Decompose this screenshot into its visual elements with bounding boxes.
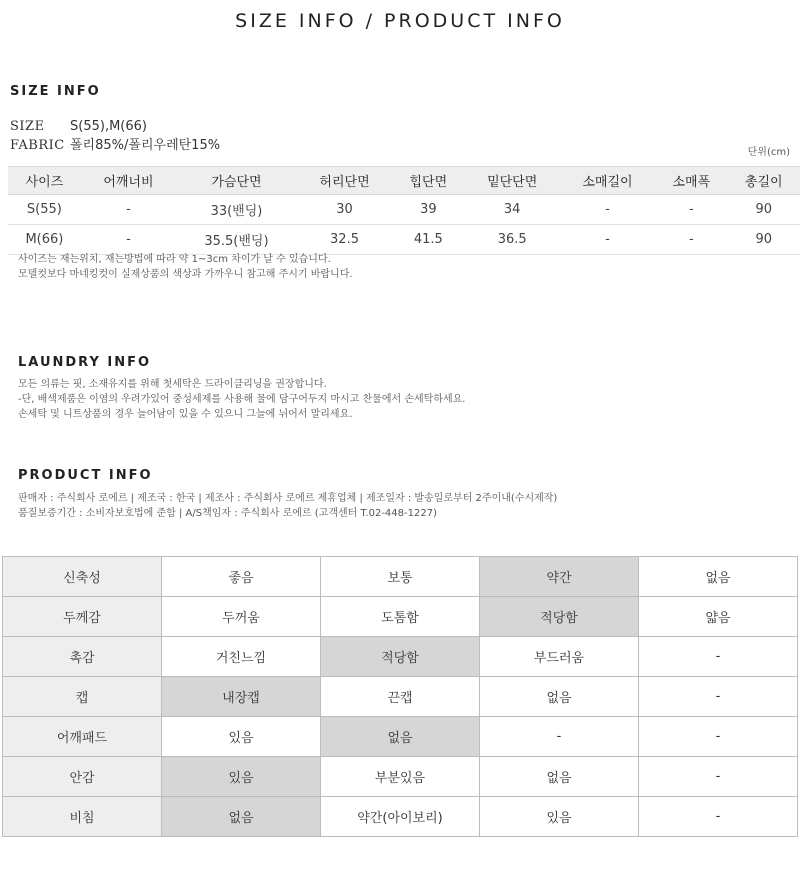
fabric-row-label: 안감 [3,757,162,797]
table-cell: 32.5 [297,225,392,255]
laundry-line: 손세탁 및 니트상품의 경우 늘어남이 있을 수 있으니 그늘에 뉘어서 말리세요. [18,409,353,420]
fabric-option-selected: 적당함 [480,597,639,637]
fabric-option: - [639,757,798,797]
fabric-row [3,557,798,597]
size-label: SIZE [10,119,45,134]
fabric-row-label: 촉감 [3,637,162,677]
table-row [8,195,800,225]
fabric-option: - [639,717,798,757]
product-line: 품질보증기간 : 소비자보호법에 준함 | A/S책임자 : 주식회사 로에르 (고객센터 T.02-448-1227) [18,508,437,519]
fabric-option: 거친느낌 [162,637,321,677]
fabric-row [3,797,798,837]
fabric-row-label: 두께감 [3,597,162,637]
laundry-notes [18,377,465,422]
size-value: S(55),M(66) [70,119,147,134]
fabric-option: 약간(아이보리) [321,797,480,837]
table-cell: 34 [465,195,560,225]
fabric-row-label: 캡 [3,677,162,717]
fabric-option: - [480,717,639,757]
fabric-row [3,597,798,637]
table-cell: 36.5 [465,225,560,255]
fabric-option: 얇음 [639,597,798,637]
fabric-option-selected: 약간 [480,557,639,597]
note-line: 모델컷보다 마네킹컷이 실제상품의 색상과 가까우니 참고해 주시기 바랍니다. [18,269,353,280]
table-cell: - [655,225,727,255]
fabric-option: - [639,677,798,717]
fabric-option-selected: 내장캡 [162,677,321,717]
fabric-line [10,134,220,153]
fabric-value: 폴리85%/폴리우레탄15% [70,138,221,153]
table-cell: 39 [392,195,464,225]
table-cell: 90 [728,195,800,225]
fabric-option-selected: 있음 [162,757,321,797]
fabric-option-selected: 없음 [162,797,321,837]
size-info-heading: SIZE INFO [10,84,101,99]
table-cell: - [560,195,655,225]
table-cell: 30 [297,195,392,225]
column-header: 힙단면 [392,167,464,195]
column-header: 사이즈 [8,167,81,195]
fabric-option: 없음 [480,677,639,717]
table-cell: 90 [728,225,800,255]
fabric-option: - [639,637,798,677]
product-info-heading: PRODUCT INFO [18,468,153,483]
size-table [8,166,800,255]
table-cell: - [560,225,655,255]
fabric-option-selected: 없음 [321,717,480,757]
page-title: SIZE INFO / PRODUCT INFO [235,10,565,32]
column-header: 총길이 [728,167,800,195]
fabric-option: 좋음 [162,557,321,597]
fabric-option: 부드러움 [480,637,639,677]
table-cell: 41.5 [392,225,464,255]
fabric-option: 끈캡 [321,677,480,717]
laundry-line: -단, 배색제품은 이염의 우려가있어 중성세제를 사용해 물에 담구어두지 마시고 찬물에서 손세탁하세요. [18,394,466,405]
fabric-option: - [639,797,798,837]
laundry-line: 모든 의류는 핏, 소재유지를 위해 첫세탁은 드라이클리닝을 권장합니다. [18,379,327,390]
fabric-option: 있음 [480,797,639,837]
product-notes [18,491,557,521]
table-cell: - [81,195,176,225]
column-header: 소매길이 [560,167,655,195]
fabric-row [3,757,798,797]
fabric-option: 도톰함 [321,597,480,637]
fabric-option: 두꺼움 [162,597,321,637]
product-line: 판매자 : 주식회사 로에르 | 제조국 : 한국 | 제조사 : 주식회사 로에르 제휴업체 | 제조일자 : 발송일로부터 2주이내(수시제작) [18,493,558,504]
fabric-option: 없음 [639,557,798,597]
note-line: 사이즈는 재는위치, 재는방법에 따라 약 1~3cm 차이가 날 수 있습니다. [18,254,331,265]
fabric-row [3,717,798,757]
column-header: 허리단면 [297,167,392,195]
column-header: 어깨너비 [81,167,176,195]
size-line [10,119,147,134]
fabric-label: FABRIC [10,138,65,153]
fabric-row [3,677,798,717]
fabric-option: 없음 [480,757,639,797]
size-table-header [8,167,800,195]
fabric-row-label: 신축성 [3,557,162,597]
column-header: 가슴단면 [176,167,297,195]
fabric-option: 부분있음 [321,757,480,797]
fabric-row [3,637,798,677]
table-cell: - [81,225,176,255]
fabric-option-selected: 적당함 [321,637,480,677]
fabric-property-table [2,556,798,837]
laundry-info-heading: LAUNDRY INFO [18,355,152,370]
table-cell: M(66) [8,225,81,255]
table-row [8,225,800,255]
fabric-row-label: 비침 [3,797,162,837]
unit-label: 단위(cm) [747,147,790,158]
column-header: 밑단단면 [465,167,560,195]
fabric-option: 있음 [162,717,321,757]
fabric-row-label: 어깨패드 [3,717,162,757]
column-header: 소매폭 [655,167,727,195]
table-cell: - [655,195,727,225]
fabric-option: 보통 [321,557,480,597]
size-notes [18,252,353,282]
table-cell: 35.5(밴딩) [176,225,297,255]
table-cell: 33(밴딩) [176,195,297,225]
table-cell: S(55) [8,195,81,225]
